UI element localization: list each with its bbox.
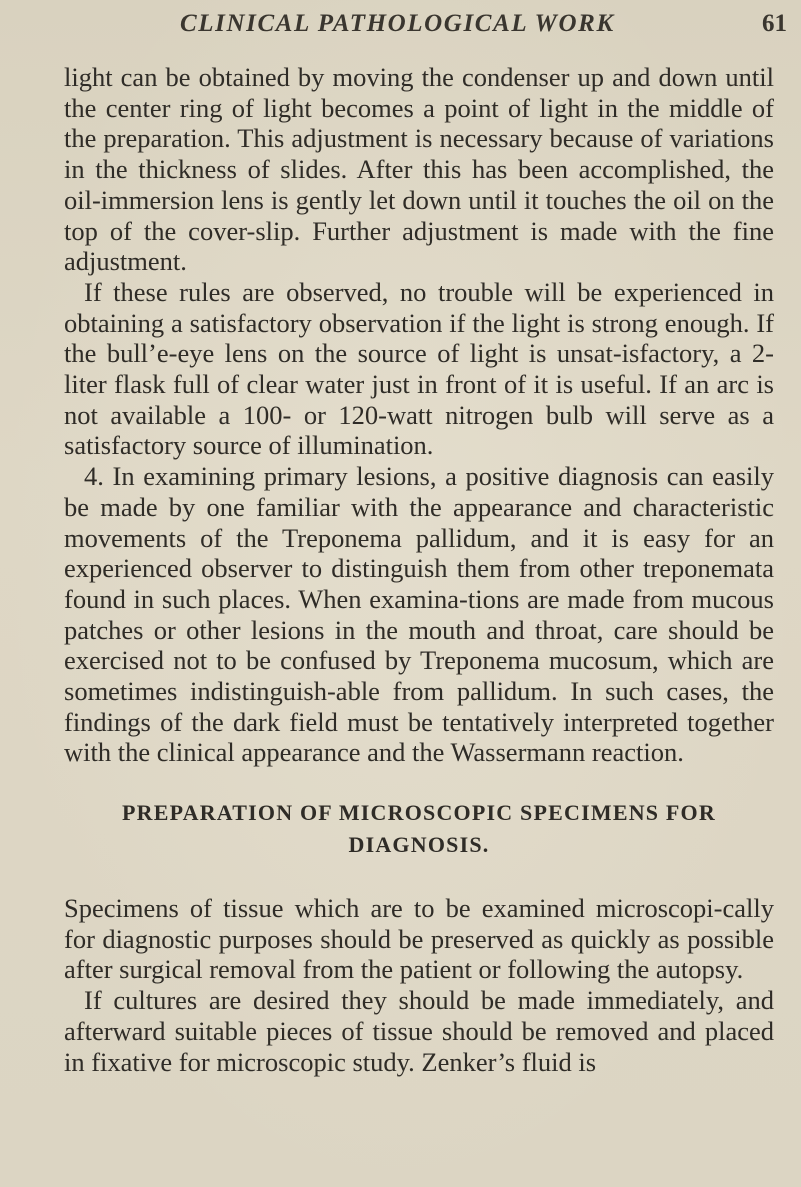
body-text-top bbox=[64, 62, 774, 768]
paragraph-illumination-rules: If these rules are observed, no trouble will be experienced in obtaining a satisfactory observation if the light is strong enough. If the bull’e-eye lens on the source of light is unsat-isfactory, a 2-liter flask full of clear water just in front of it is useful. If an arc is not available a 100- or 120-watt nitrogen bulb will serve as a satisfactory source of illumination. bbox=[64, 276, 774, 461]
section-heading: PREPARATION OF MICROSCOPIC SPECIMENS FOR DIAGNOSIS. bbox=[122, 800, 716, 857]
paragraph-primary-lesions: 4. In examining primary lesions, a positive diagnosis can easily be made by one familiar with the appearance and characteristic movements of the Treponema pallidum, and it is easy for an experienced observer to distinguish them from other treponemata found in such places. When examina-tions are made from mucous patches or other lesions in the mouth and throat, care should be exercised not to be confused by Treponema mucosum, which are sometimes indistinguish-able from pallidum. In such cases, the findings of the dark field must be tentatively interpreted together with the clinical appearance and the Wassermann reaction. bbox=[64, 461, 774, 768]
running-head: CLINICAL PATHOLOGICAL WORK bbox=[180, 10, 615, 37]
paragraph-specimen-preservation: Specimens of tissue which are to be examined microscopi-cally for diagnostic purposes should be preserved as quickly as possible after surgical removal from the patient or following the autopsy. bbox=[64, 893, 774, 985]
page-number: 61 bbox=[762, 10, 787, 37]
paragraph-condenser-adjustment: light can be obtained by moving the condenser up and down until the center ring of light becomes a point of light in the middle of the preparation. This adjustment is necessary because of variations in the thickness of slides. After this has been accomplished, the oil-immersion lens is gently let down until it touches the oil on the top of the cover-slip. Further adjustment is made with the fine adjustment. bbox=[64, 62, 774, 277]
paragraph-cultures: If cultures are desired they should be made immediately, and afterward suitable pieces of tissue should be removed and placed in fixative for microscopic study. Zenker’s fluid is bbox=[64, 985, 774, 1077]
body-text-bottom bbox=[64, 893, 774, 1077]
